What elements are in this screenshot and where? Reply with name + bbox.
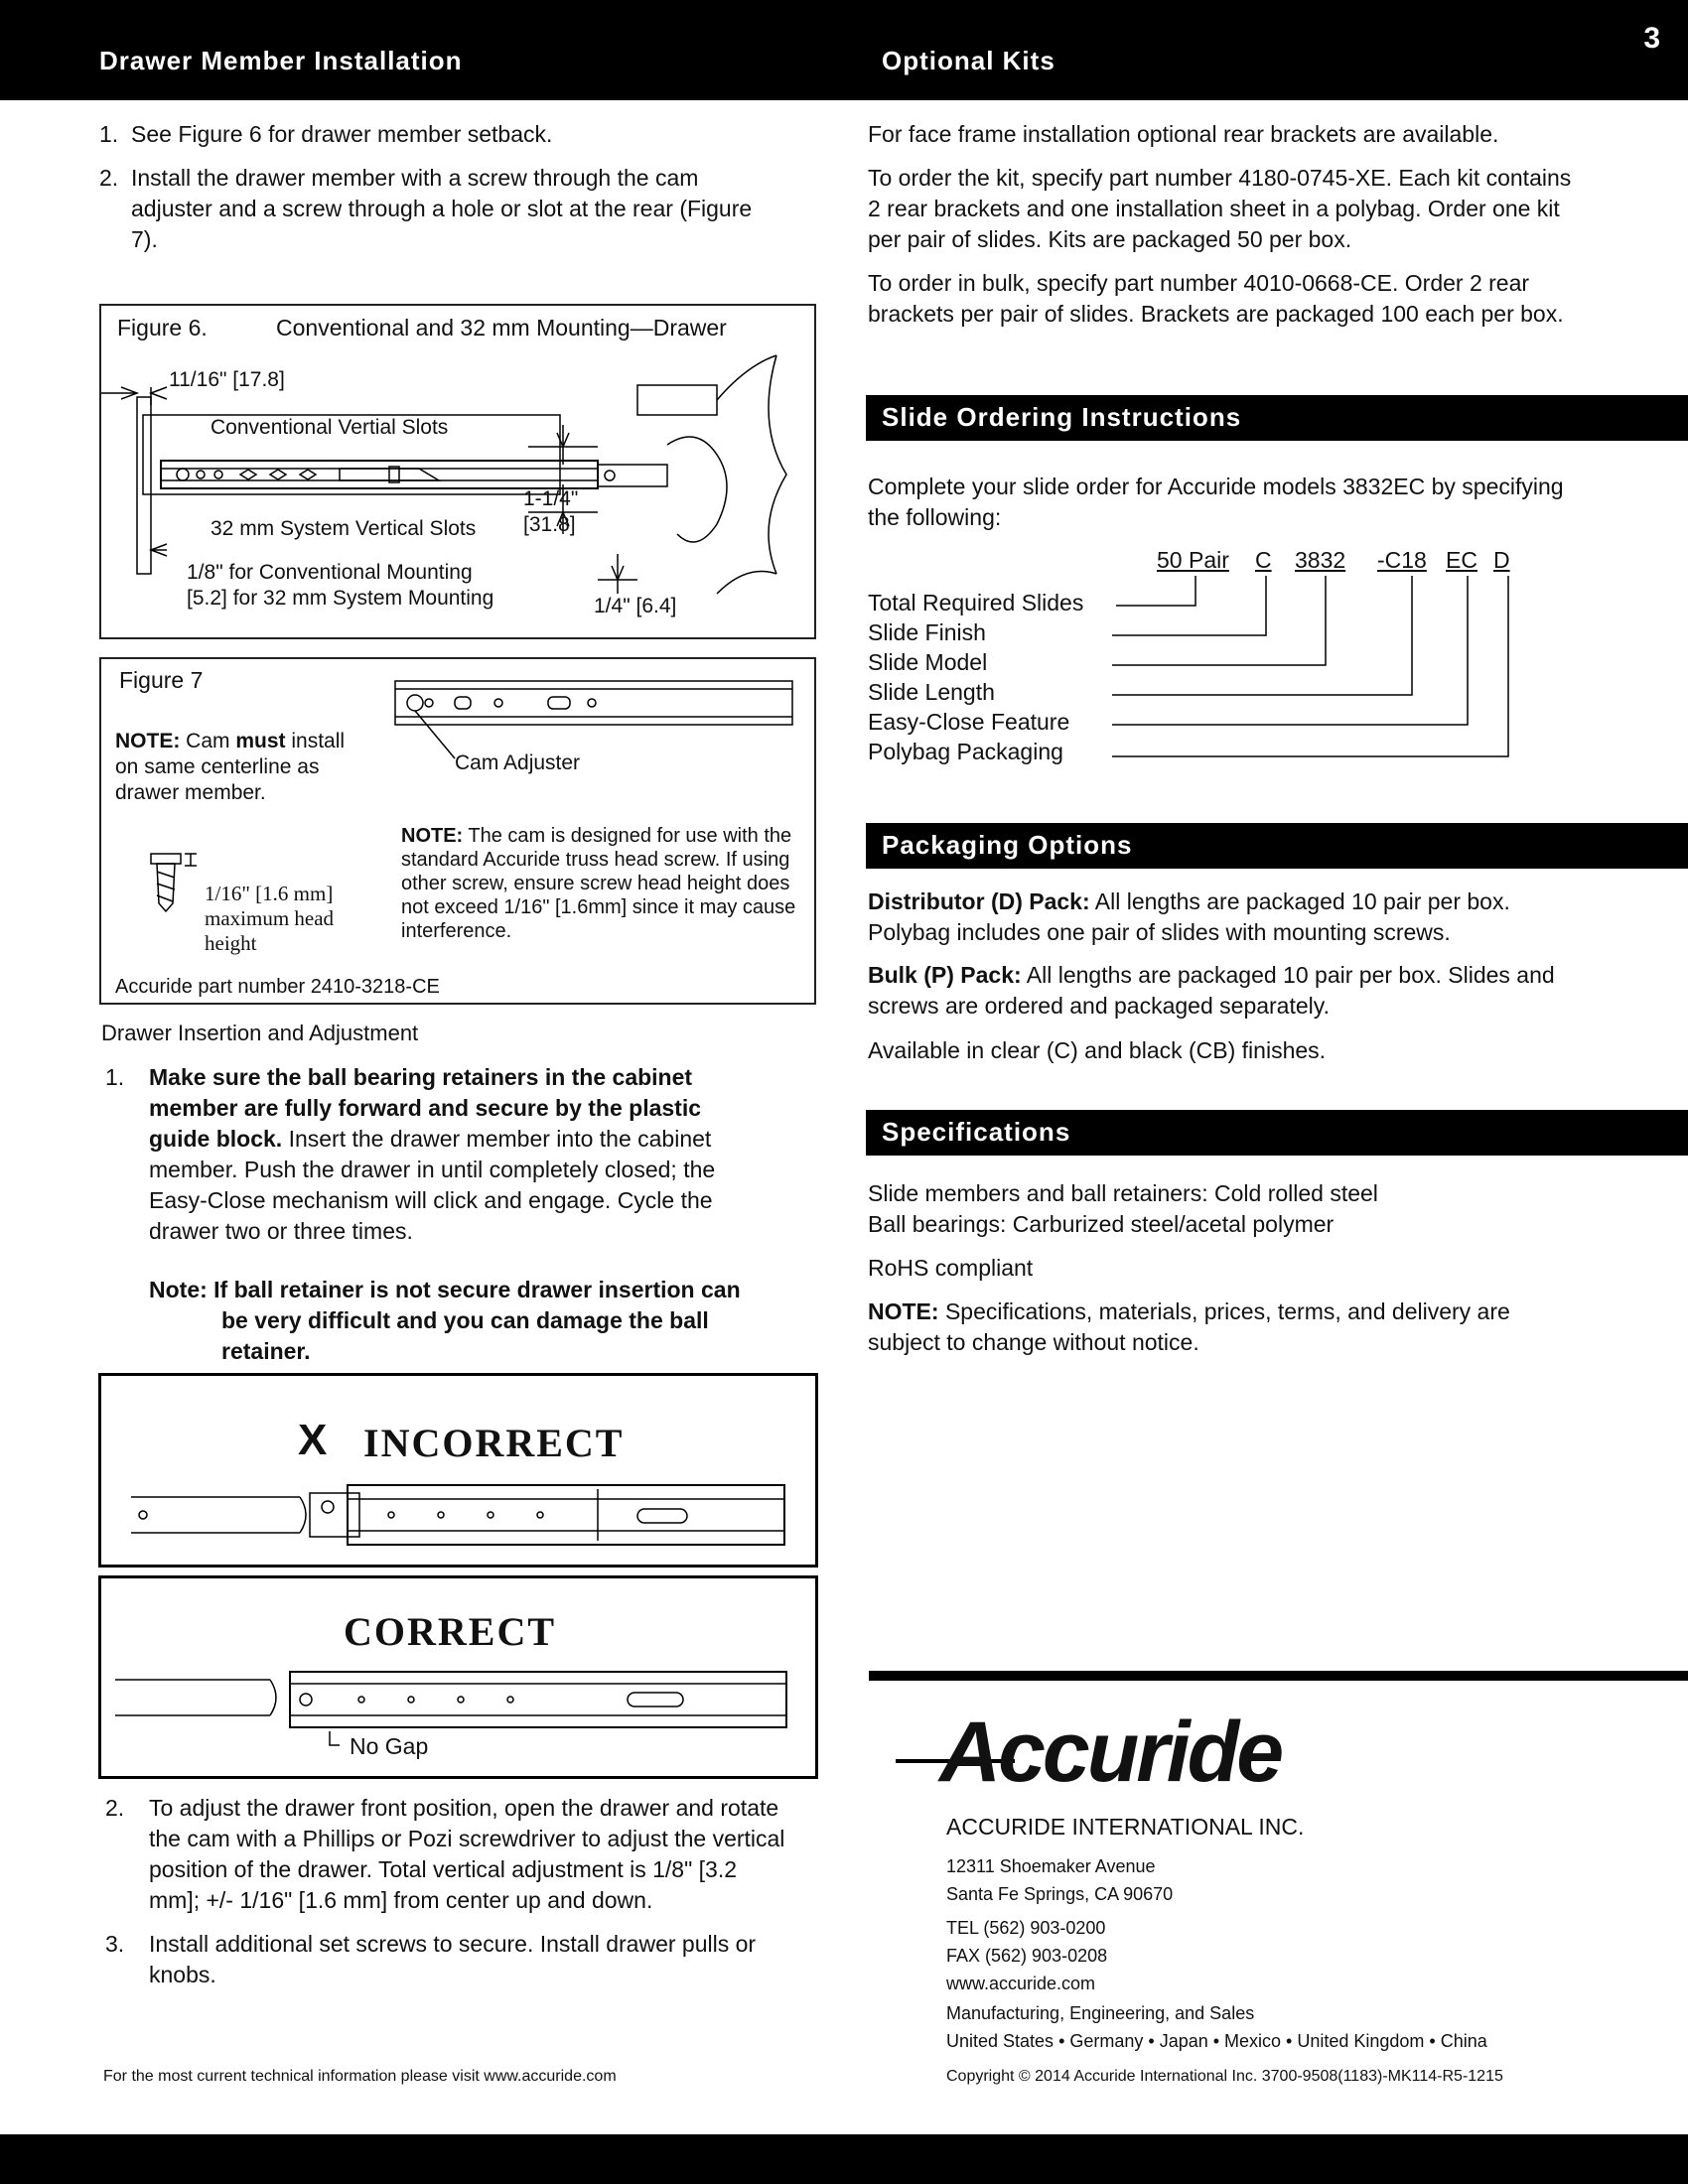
conventional-slots-label: Conventional Vertial Slots xyxy=(211,416,449,439)
list-item: 2. To adjust the drawer front position, open the drawer and rotate the cam with a Phillips or Pozi screwdriver to adjust the vertical position of the drawer. Total vertical adjustment is 1/8" [3.2 mm]; +/- 1/16" [1.6 mm] from center up and down. xyxy=(105,1795,785,1913)
dim-1-8-conventional: 1/8" for Conventional Mounting xyxy=(187,561,473,584)
spec-rohs: RoHS compliant xyxy=(868,1255,1034,1281)
label-easy-close: Easy-Close Feature xyxy=(868,709,1070,735)
divider xyxy=(869,1671,1688,1681)
adjust-steps xyxy=(105,1793,790,2003)
fig7-note: NOTE: Cam must install on same centerline as drawer member. xyxy=(115,730,346,804)
address: 12311 Shoemaker Avenue Santa Fe Springs, CA 90670 xyxy=(946,1856,1174,1904)
page-footer-bar xyxy=(0,2134,1688,2184)
locations: Manufacturing, Engineering, and Sales United States • Germany • Japan • Mexico • United Kingdom • China xyxy=(946,2003,1487,2051)
insertion-title: Drawer Insertion and Adjustment xyxy=(101,1021,419,1045)
correct-label: CORRECT xyxy=(344,1609,557,1654)
kits-paragraph-1: For face frame installation optional rear brackets are available. xyxy=(868,121,1499,147)
code-finish: C xyxy=(1255,547,1272,573)
list-item: 1. See Figure 6 for drawer member setback. xyxy=(99,121,553,147)
code-easy-close: EC xyxy=(1446,547,1477,573)
head-height-label: 1/16" [1.6 mm] maximum head height xyxy=(205,882,335,955)
contact: TEL (562) 903-0200 FAX (562) 903-0208 www.accuride.com xyxy=(946,1914,1107,1997)
insertion-note: Note: If ball retainer is not secure drawer insertion can be very difficult and you can damage the ball retainer. xyxy=(149,1277,741,1364)
label-slide-model: Slide Model xyxy=(868,649,988,675)
page-header xyxy=(0,0,1688,100)
dim-1-1-4: 1-1/4" xyxy=(523,487,579,510)
copyright: Copyright © 2014 Accuride International Inc. 3700-9508(1183)-MK114-R5-1215 xyxy=(946,2068,1503,2085)
label-polybag: Polybag Packaging xyxy=(868,739,1063,764)
kits-paragraph-2: To order the kit, specify part number 4180-0745-XE. Each kit contains 2 rear brackets and one installation sheet in a polybag. Order one kit per pair of slides. Kits are packaged 50 per box. xyxy=(868,165,1572,252)
left-section-title: Drawer Member Installation xyxy=(99,46,463,75)
website-link[interactable]: www.accuride.com xyxy=(946,1974,1096,1993)
label-slide-length: Slide Length xyxy=(868,679,995,705)
figure-7 xyxy=(99,657,816,1005)
insert-step-text: Make sure the ball bearing retainers in the cabinet member are fully forward and secure by the plastic guide block. Insert the drawer member into the cabinet member. Push the drawer in until completely closed; the Easy-Close mechanism will click and engage. Cycle the drawer two or three times. xyxy=(149,1064,716,1244)
part-number: Accuride part number 2410-3218-CE xyxy=(115,976,440,998)
code-quantity: 50 Pair xyxy=(1157,547,1229,573)
list-item: 2. Install the drawer member with a screw through the cam adjuster and a screw through a hole or slot at the rear (Figure 7). xyxy=(99,165,753,252)
figure-6-label: Figure 6. xyxy=(117,315,208,341)
spec-steel: Slide members and ball retainers: Cold rolled steel xyxy=(868,1180,1378,1206)
install-steps xyxy=(99,119,774,268)
spec-bearings: Ball bearings: Carburized steel/acetal polymer xyxy=(868,1211,1335,1237)
insert-step-number: 1. xyxy=(105,1064,125,1090)
dim-1-4: 1/4" [6.4] xyxy=(594,595,677,617)
correct-slide-drawing xyxy=(101,1658,816,1747)
logo-text: Accuride xyxy=(939,1705,1282,1800)
list-item: 3. Install additional set screws to secure. Install drawer pulls or knobs. xyxy=(105,1931,757,1987)
cam-adjuster-label: Cam Adjuster xyxy=(455,751,581,774)
bulk-pack: Bulk (P) Pack: All lengths are packaged 10 pair per box. Slides and screws are ordered and packaged separately. xyxy=(868,962,1555,1019)
label-slide-finish: Slide Finish xyxy=(868,619,986,645)
ordering-title: Slide Ordering Instructions xyxy=(866,395,1688,441)
spec-note: NOTE: Specifications, materials, prices, terms, and delivery are subject to change without notice. xyxy=(868,1298,1510,1355)
footer-left: For the most current technical information please visit www.accuride.com xyxy=(103,2068,617,2085)
figure-6 xyxy=(99,304,816,639)
code-length: -C18 xyxy=(1377,547,1427,573)
dim-5-2-system: [5.2] for 32 mm System Mounting xyxy=(187,587,494,610)
page-number: 3 xyxy=(1643,22,1660,55)
fig7-cam-note: NOTE: The cam is designed for use with the standard Accuride truss head screw. If using other screw, ensure screw head height does not exceed 1/16" [1.6mm] since it may cause interference. xyxy=(401,825,796,942)
dim-11-16: 11/16" [17.8] xyxy=(169,368,285,391)
figure-6-title: Conventional and 32 mm Mounting—Drawer xyxy=(276,315,727,341)
kits-paragraph-3: To order in bulk, specify part number 4010-0668-CE. Order 2 rear brackets per pair of slides. Brackets are packaged 100 each per box. xyxy=(868,270,1564,327)
system-slots-label: 32 mm System Vertical Slots xyxy=(211,517,477,540)
ordering-intro: Complete your slide order for Accuride models 3832EC by specifying the following: xyxy=(868,474,1564,530)
right-section-title: Optional Kits xyxy=(882,46,1055,75)
code-model: 3832 xyxy=(1295,547,1346,573)
incorrect-slide-drawing xyxy=(101,1475,816,1555)
distributor-pack: Distributor (D) Pack: All lengths are packaged 10 pair per box. Polybag includes one pair of slides with mounting screws. xyxy=(868,888,1510,945)
label-total-slides: Total Required Slides xyxy=(868,590,1084,615)
no-gap-label: No Gap xyxy=(350,1733,429,1759)
code-packaging: D xyxy=(1493,547,1510,573)
specs-title: Specifications xyxy=(866,1110,1688,1156)
correct-example xyxy=(98,1575,818,1779)
incorrect-label: INCORRECT xyxy=(363,1421,625,1465)
dim-31-8: [31.8] xyxy=(523,513,576,536)
packaging-title: Packaging Options xyxy=(866,823,1688,869)
finishes: Available in clear (C) and black (CB) finishes. xyxy=(868,1037,1327,1063)
x-mark-icon: X xyxy=(298,1416,328,1464)
figure-7-label: Figure 7 xyxy=(119,667,204,693)
company-name: ACCURIDE INTERNATIONAL INC. xyxy=(946,1814,1305,1840)
incorrect-example xyxy=(98,1373,818,1568)
